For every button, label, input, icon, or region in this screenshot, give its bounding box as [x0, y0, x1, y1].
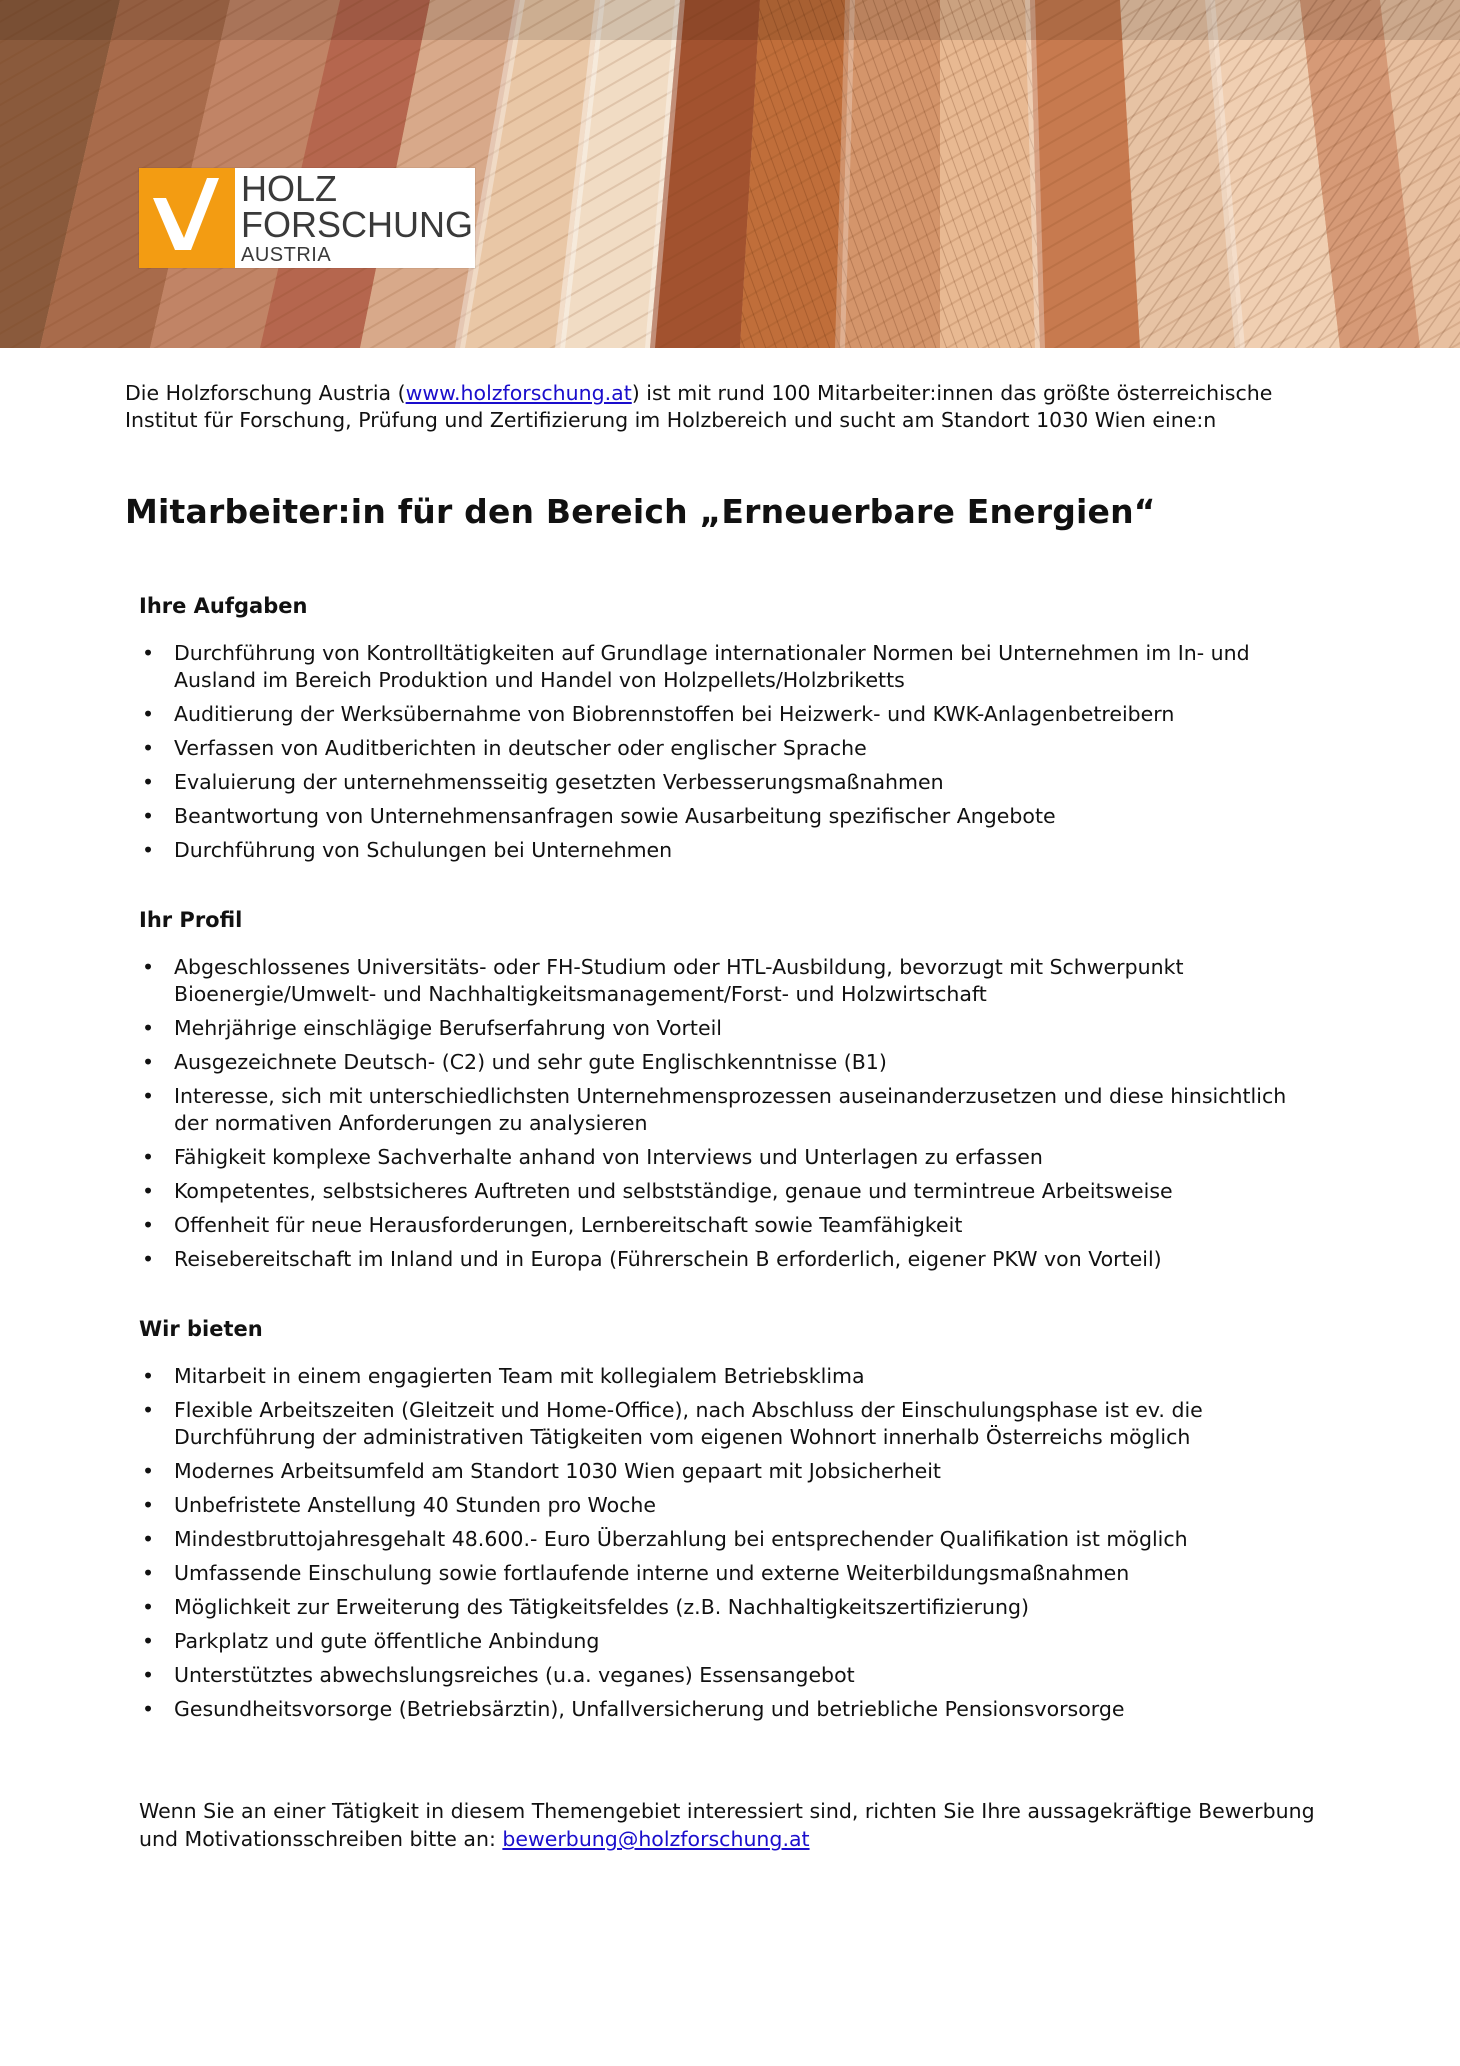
- list-item: • Gesundheitsvorsorge (Betriebsärztin), Unfallversicherung und betriebliche Pensionsvorsorge: [139, 1696, 1289, 1723]
- list-item: • Flexible Arbeitszeiten (Gleitzeit und Home-Office), nach Abschluss der Einschulungsphase ist ev. die Durchführung der administrativen Tätigkeiten vom eigenen Wohnort innerhalb Österreichs möglich: [139, 1397, 1289, 1451]
- list-item: • Offenheit für neue Herausforderungen, Lernbereitschaft sowie Teamfähigkeit: [139, 1212, 1289, 1239]
- list-item: • Abgeschlossenes Universitäts- oder FH-Studium oder HTL-Ausbildung, bevorzugt mit Schwerpunkt Bioenergie/Umwelt- und Nachhaltigkeitsmanagement/Forst- und Holzwirtschaft: [139, 954, 1289, 1008]
- intro-text-end: ) ist mit rund 100 Mitarbeiter:innen das größte österreichische Institut für Forschung, Prüfung und Zertifizierung im Holzbereich und sucht am Standort 1030 Wien eine:n: [125, 381, 1273, 432]
- profil-list: [139, 954, 1289, 1280]
- list-item: • Mehrjährige einschlägige Berufserfahrung von Vorteil: [139, 1015, 1289, 1042]
- bieten-list: [139, 1363, 1289, 1730]
- intro-text-start: Die Holzforschung Austria (: [125, 381, 406, 405]
- list-item: • Unterstütztes abwechslungsreiches (u.a. veganes) Essensangebot: [139, 1662, 1289, 1689]
- list-item: • Ausgezeichnete Deutsch- (C2) und sehr gute Englischkenntnisse (B1): [139, 1049, 1289, 1076]
- website-link[interactable]: www.holzforschung.at: [405, 381, 632, 405]
- logo-line-austria: AUSTRIA: [241, 244, 332, 266]
- list-item: • Mindestbruttojahresgehalt 48.600.- Euro Überzahlung bei entsprechender Qualifikation ist möglich: [139, 1526, 1289, 1553]
- list-item: • Beantwortung von Unternehmensanfragen sowie Ausarbeitung spezifischer Angebote: [139, 803, 1289, 830]
- list-item: • Auditierung der Werksübernahme von Biobrennstoffen bei Heizwerk- und KWK-Anlagenbetreibern: [139, 701, 1289, 728]
- intro-paragraph: [125, 380, 1305, 434]
- list-item: • Mitarbeit in einem engagierten Team mit kollegialem Betriebsklima: [139, 1363, 1289, 1390]
- list-item: • Durchführung von Schulungen bei Unternehmen: [139, 837, 1289, 864]
- list-item: • Parkplatz und gute öffentliche Anbindung: [139, 1628, 1289, 1655]
- closing-paragraph: [139, 1797, 1319, 1853]
- list-item: • Interesse, sich mit unterschiedlichsten Unternehmensprozessen auseinanderzusetzen und diese hinsichtlich der normativen Anforderungen zu analysieren: [139, 1083, 1289, 1137]
- header-wood-image: [0, 0, 1460, 348]
- list-item: • Verfassen von Auditberichten in deutscher oder englischer Sprache: [139, 735, 1289, 762]
- logo-line-holz: HOLZ: [241, 168, 338, 209]
- section-heading-profil: Ihr Profil: [139, 908, 243, 932]
- holzforschung-logo: [139, 168, 475, 268]
- logo-line-forschung: FORSCHUNG: [241, 204, 473, 245]
- list-item: • Reisebereitschaft im Inland und in Europa (Führerschein B erforderlich, eigener PKW von Vorteil): [139, 1246, 1289, 1273]
- closing-text: Wenn Sie an einer Tätigkeit in diesem Themengebiet interessiert sind, richten Sie Ihre aussagekräftige Bewerbung und Motivationsschreiben bitte an:: [139, 1799, 1315, 1851]
- list-item: • Kompetentes, selbstsicheres Auftreten und selbstständige, genaue und termintreue Arbeitsweise: [139, 1178, 1289, 1205]
- aufgaben-list: [139, 640, 1289, 871]
- application-email-link[interactable]: bewerbung@holzforschung.at: [502, 1827, 810, 1851]
- check-mark-logo-icon: [139, 168, 235, 268]
- list-item: • Unbefristete Anstellung 40 Stunden pro Woche: [139, 1492, 1289, 1519]
- list-item: • Möglichkeit zur Erweiterung des Tätigkeitsfeldes (z.B. Nachhaltigkeitszertifizierung): [139, 1594, 1289, 1621]
- list-item: • Umfassende Einschulung sowie fortlaufende interne und externe Weiterbildungsmaßnahmen: [139, 1560, 1289, 1587]
- list-item: • Evaluierung der unternehmensseitig gesetzten Verbesserungsmaßnahmen: [139, 769, 1289, 796]
- list-item: • Fähigkeit komplexe Sachverhalte anhand von Interviews und Unterlagen zu erfassen: [139, 1144, 1289, 1171]
- section-heading-aufgaben: Ihre Aufgaben: [139, 594, 308, 618]
- list-item: • Durchführung von Kontrolltätigkeiten auf Grundlage internationaler Normen bei Unternehmen im In- und Ausland im Bereich Produktion und Handel von Holzpellets/Holzbriketts: [139, 640, 1289, 694]
- list-item: • Modernes Arbeitsumfeld am Standort 1030 Wien gepaart mit Jobsicherheit: [139, 1458, 1289, 1485]
- logo-wordmark: [241, 168, 473, 266]
- section-heading-bieten: Wir bieten: [139, 1317, 263, 1341]
- job-title: Mitarbeiter:in für den Bereich „Erneuerbare Energien“: [125, 492, 1156, 531]
